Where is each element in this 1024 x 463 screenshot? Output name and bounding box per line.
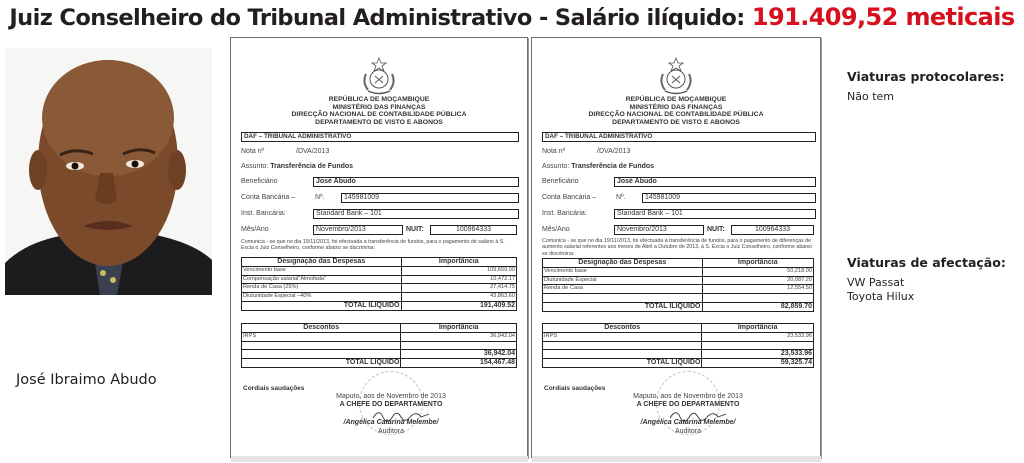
signatory-title: Auditora — [377, 427, 405, 435]
total-amount: 59,325.74 — [702, 359, 814, 368]
communication-text: Comunica - se que no dia 19/11/2013, foi efectuada a transferência de fundos, para o pagamento de salário à S. Excia o Juiz Conselheiro, conforme abaixo se discrimina: — [241, 239, 505, 252]
document-shadow — [532, 456, 821, 462]
expense-label — [543, 294, 703, 303]
header-line: DIRECÇÃO NACIONAL DE CONTABILIDADE PÚBLICA — [588, 111, 764, 119]
discount-amount — [401, 341, 517, 350]
department-box: DAF – TRIBUNAL ADMINISTRATIVO — [542, 132, 816, 142]
expense-label: Vencimento base — [242, 266, 402, 275]
expense-label: Diutunidade Especial –40% — [242, 293, 402, 302]
expense-amount — [702, 294, 814, 303]
table-row — [543, 276, 814, 285]
total-label: TOTAL LIQUIDO — [242, 359, 401, 368]
discount-label: IRPS — [543, 332, 702, 341]
total-row — [242, 359, 517, 368]
header-line: DEPARTAMENTO DE VISTO E ABONOS — [315, 118, 443, 126]
vehicles-protocol-title: Viaturas protocolares: — [847, 69, 1005, 84]
expense-amount: 50,218.00 — [702, 267, 814, 276]
vehicle-item: Não tem — [847, 90, 894, 103]
headline-salary-amount: 191.409,52 meticais — [751, 3, 1015, 31]
person-name: José Ibraimo Abudo — [16, 372, 157, 388]
communication-text: Comunica - se que no dia 19/11/2013, foi efectuada à transferência de fundos, para o pagamento de diferenças de aumento salarial referentes aos meses de Abril a Outubro de 2013, à S. Excia o Juiz Conselheiro, conforme abaixo se discrimina: — [542, 238, 812, 257]
mozambique-coat-of-arms-icon — [655, 56, 697, 96]
mes-field: Novembro/2013 — [313, 225, 403, 235]
signatory-role: A CHEFE DO DEPARTAMENTO — [339, 401, 443, 409]
nota-value: /DVA/2013 — [597, 148, 631, 155]
table-row — [543, 267, 814, 276]
table-row — [242, 266, 517, 275]
table-header-row — [242, 324, 517, 333]
total-row — [543, 302, 814, 311]
expense-label: Renda de Casa (25%) — [242, 284, 402, 293]
total-label: TOTAL LIQUIDO — [543, 359, 702, 368]
handwritten-signature-icon — [371, 408, 431, 422]
assunto-label: Assunto: — [241, 163, 269, 170]
expense-label: Vencimento base — [543, 267, 703, 276]
column-header: Descontos — [242, 324, 401, 333]
table-header-row — [242, 258, 517, 267]
department-box: DAF – TRIBUNAL ADMINISTRATIVO — [241, 132, 519, 142]
conta-field: 145981009 — [642, 193, 816, 203]
total-row — [242, 301, 517, 310]
document-header — [231, 96, 527, 126]
table-row — [242, 284, 517, 293]
expense-label: Diutunidade Especial — [543, 276, 703, 285]
column-header: Descontos — [543, 324, 702, 333]
assunto-value: Transferência de Fundos — [571, 163, 655, 170]
total-row — [543, 359, 814, 368]
column-header: Importância — [702, 324, 814, 333]
nuit-label: NUIT: — [406, 226, 424, 233]
expense-amount: 43,863.60 — [401, 293, 517, 302]
table-row — [242, 293, 517, 302]
vehicles-protocol-list — [847, 90, 894, 104]
mes-label: Mês/Ano — [241, 226, 269, 233]
mes-field: Novembro/2013 — [614, 225, 704, 235]
headline-text: Juiz Conselheiro do Tribunal Administrativo - Salário ilíquido: — [9, 5, 752, 31]
page-headline — [0, 3, 1024, 31]
inst-field: Standard Bank – 101 — [313, 209, 519, 219]
discount-amount: 36,942.04 — [401, 332, 517, 341]
signatory-name: /Angélica Catarina Melembe/ — [343, 419, 439, 427]
table-row — [543, 332, 814, 341]
beneficiario-label: Beneficiário — [542, 178, 579, 185]
document-header — [532, 96, 820, 126]
expense-amount: 27,414.75 — [401, 284, 517, 293]
conta-no-label: Nº. — [616, 194, 626, 201]
inst-field: Standard Bank – 101 — [614, 209, 816, 219]
assunto-value: Transferência de Fundos — [270, 163, 354, 170]
expense-amount: 109,659.00 — [401, 266, 517, 275]
header-line: MINISTÉRIO DAS FINANÇAS — [629, 103, 723, 111]
assunto-label: Assunto: — [542, 163, 570, 170]
discounts-table — [542, 323, 814, 368]
column-header: Importância — [702, 259, 814, 268]
inst-label: Inst. Bancária: — [241, 210, 286, 217]
total-amount: 154,467.48 — [401, 359, 517, 368]
conta-label: Conta Bancária – — [542, 194, 597, 201]
header-line: DIRECÇÃO NACIONAL DE CONTABILIDADE PÚBLICA — [291, 111, 467, 119]
place-date: Maputo, aos de Novembro de 2013 — [336, 393, 446, 400]
vehicles-assigned-list — [847, 276, 914, 304]
expense-label: Compensação salarial"Almofada" — [242, 275, 402, 284]
mozambique-coat-of-arms-icon — [358, 56, 400, 96]
transfer-document-salary — [230, 37, 528, 458]
table-header-row — [543, 259, 814, 268]
header-line: DEPARTAMENTO DE VISTO E ABONOS — [612, 118, 740, 126]
table-row — [543, 341, 814, 350]
conta-label: Conta Bancária – — [241, 194, 296, 201]
column-header: Importância — [401, 324, 517, 333]
subtotal-row — [543, 350, 814, 359]
expenses-table — [542, 258, 814, 312]
column-header: Designação das Despesas — [242, 258, 402, 267]
vehicle-item: Toyota Hilux — [847, 290, 915, 303]
discount-amount — [702, 341, 814, 350]
total-label: TOTAL ILIQUIDO — [242, 301, 402, 310]
header-line: MINISTÉRIO DAS FINANÇAS — [332, 103, 426, 111]
expense-amount: 10,472.17 — [401, 275, 517, 284]
beneficiario-field: José Abudo — [313, 177, 519, 187]
header-line: REPÚBLICA DE MOÇAMBIQUE — [328, 96, 430, 103]
expense-amount: 12,554.50 — [702, 285, 814, 294]
total-amount: 191,409.52 — [401, 301, 517, 310]
signatory-title: Auditora — [674, 427, 702, 435]
handwritten-signature-icon — [668, 408, 728, 422]
nuit-field: 100964333 — [430, 225, 517, 235]
mes-label: Mês/Ano — [542, 226, 570, 233]
table-row — [242, 275, 517, 284]
closing-text: Cordiais saudações — [243, 385, 305, 392]
closing-text: Cordiais saudações — [544, 385, 606, 392]
table-row — [543, 294, 814, 303]
total-amount: 82,859.70 — [702, 302, 814, 311]
subtotal-label — [543, 350, 702, 359]
discount-label: IRPS — [242, 332, 401, 341]
discounts-table — [241, 323, 517, 368]
transfer-document-salary-differences — [531, 37, 821, 458]
table-row — [242, 341, 517, 350]
portrait-icon — [5, 48, 212, 295]
subtotal-amount: 36,942.04 — [401, 350, 517, 359]
discount-label — [543, 341, 702, 350]
subtotal-amount: 23,533.96 — [702, 350, 814, 359]
portrait-photo — [5, 48, 212, 295]
column-header: Designação das Despesas — [543, 259, 703, 268]
nota-label: Nota nº — [542, 148, 566, 155]
vehicle-item: VW Passat — [847, 276, 905, 289]
beneficiario-label: Beneficiário — [241, 178, 278, 185]
nuit-field: 100964333 — [731, 225, 814, 235]
table-header-row — [543, 324, 814, 333]
subtotal-row — [242, 350, 517, 359]
document-shadow — [231, 456, 528, 462]
inst-label: Inst. Bancária: — [542, 210, 587, 217]
expense-label: Renda de Casa — [543, 285, 703, 294]
nuit-label: NUIT: — [707, 226, 725, 233]
beneficiario-field: José Abudo — [614, 177, 816, 187]
column-header: Importância — [401, 258, 517, 267]
table-row — [242, 332, 517, 341]
header-line: REPÚBLICA DE MOÇAMBIQUE — [625, 96, 727, 103]
total-label: TOTAL ILIQUIDO — [543, 302, 703, 311]
signatory-role: A CHEFE DO DEPARTAMENTO — [636, 401, 740, 409]
vehicles-assigned-title: Viaturas de afectação: — [847, 255, 1006, 270]
expenses-table — [241, 257, 517, 311]
subtotal-label — [242, 350, 401, 359]
signatory-name: /Angélica Catarina Melembe/ — [640, 419, 736, 427]
expense-amount: 20,087.20 — [702, 276, 814, 285]
nota-value: /DVA/2013 — [296, 148, 330, 155]
place-date: Maputo, aos de Novembro de 2013 — [633, 393, 743, 400]
conta-no-label: Nº. — [315, 194, 325, 201]
discount-label — [242, 341, 401, 350]
discount-amount: 23,533.96 — [702, 332, 814, 341]
table-row — [543, 285, 814, 294]
conta-field: 145981009 — [341, 193, 519, 203]
nota-label: Nota nº — [241, 148, 265, 155]
